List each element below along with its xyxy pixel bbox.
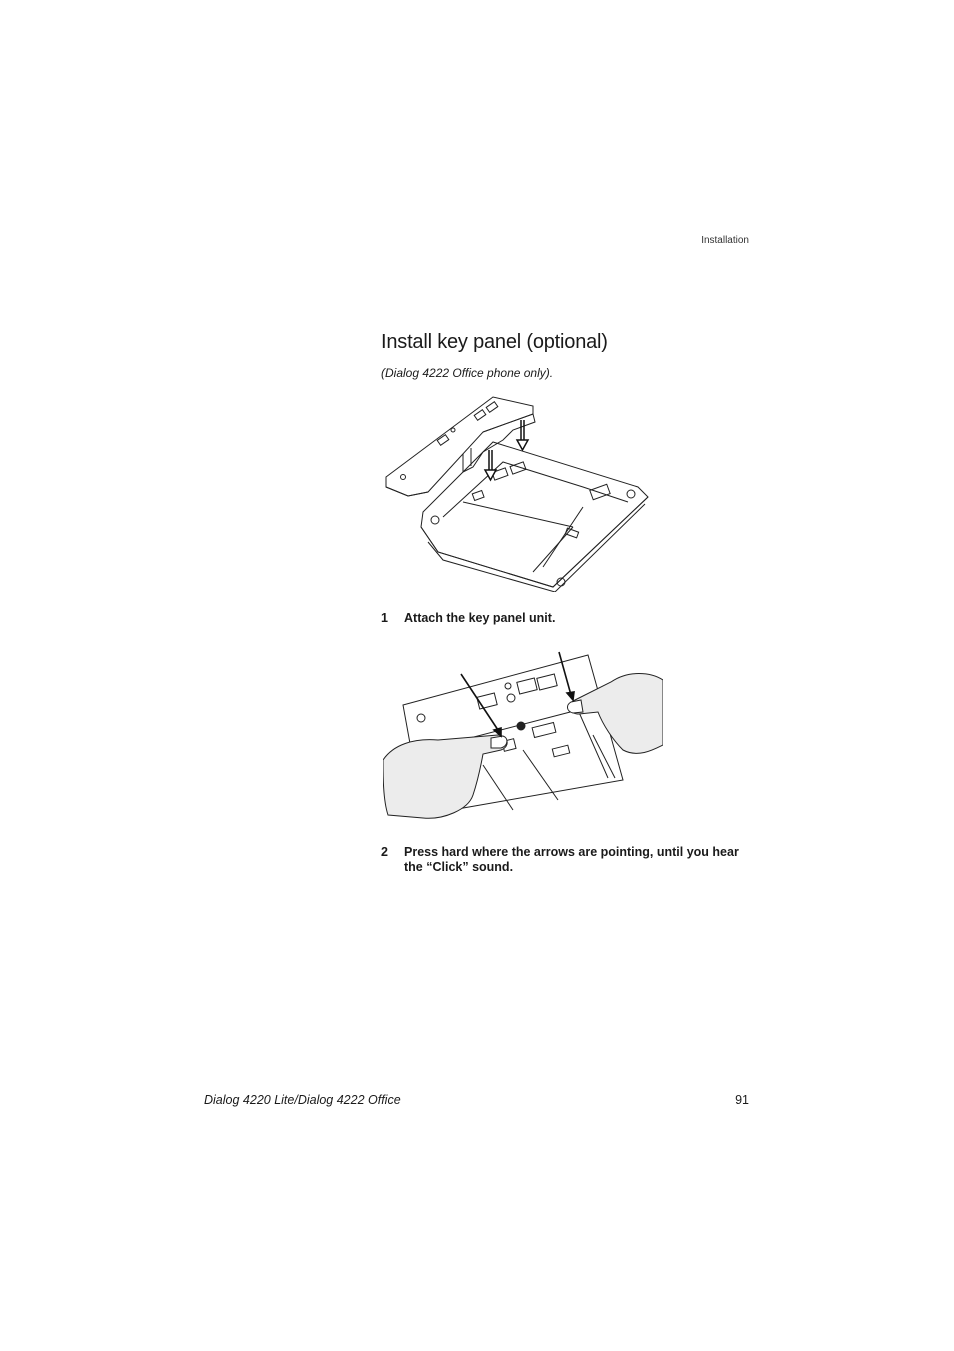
step-2 [381, 845, 751, 875]
step-1 [381, 611, 751, 626]
page-title: Install key panel (optional) [381, 331, 608, 353]
footer-document-title: Dialog 4220 Lite/Dialog 4222 Office [204, 1093, 401, 1107]
step-number: 1 [381, 611, 388, 625]
down-arrow-icon [517, 420, 528, 450]
step-number: 2 [381, 845, 388, 859]
step-text: Attach the key panel unit. [404, 611, 556, 625]
section-label: Installation [701, 235, 749, 246]
press-key-panel-illustration [383, 650, 663, 820]
key-panel-attach-illustration [383, 392, 653, 592]
step-text: Press hard where the arrows are pointing, until you hear the “Click” sound. [404, 845, 739, 874]
phone-base-outline [421, 442, 648, 587]
footer-page-number: 91 [735, 1093, 749, 1107]
panel-led [517, 722, 525, 730]
page-subtitle: (Dialog 4222 Office phone only). [381, 366, 554, 380]
left-thumb-nail [491, 736, 507, 748]
